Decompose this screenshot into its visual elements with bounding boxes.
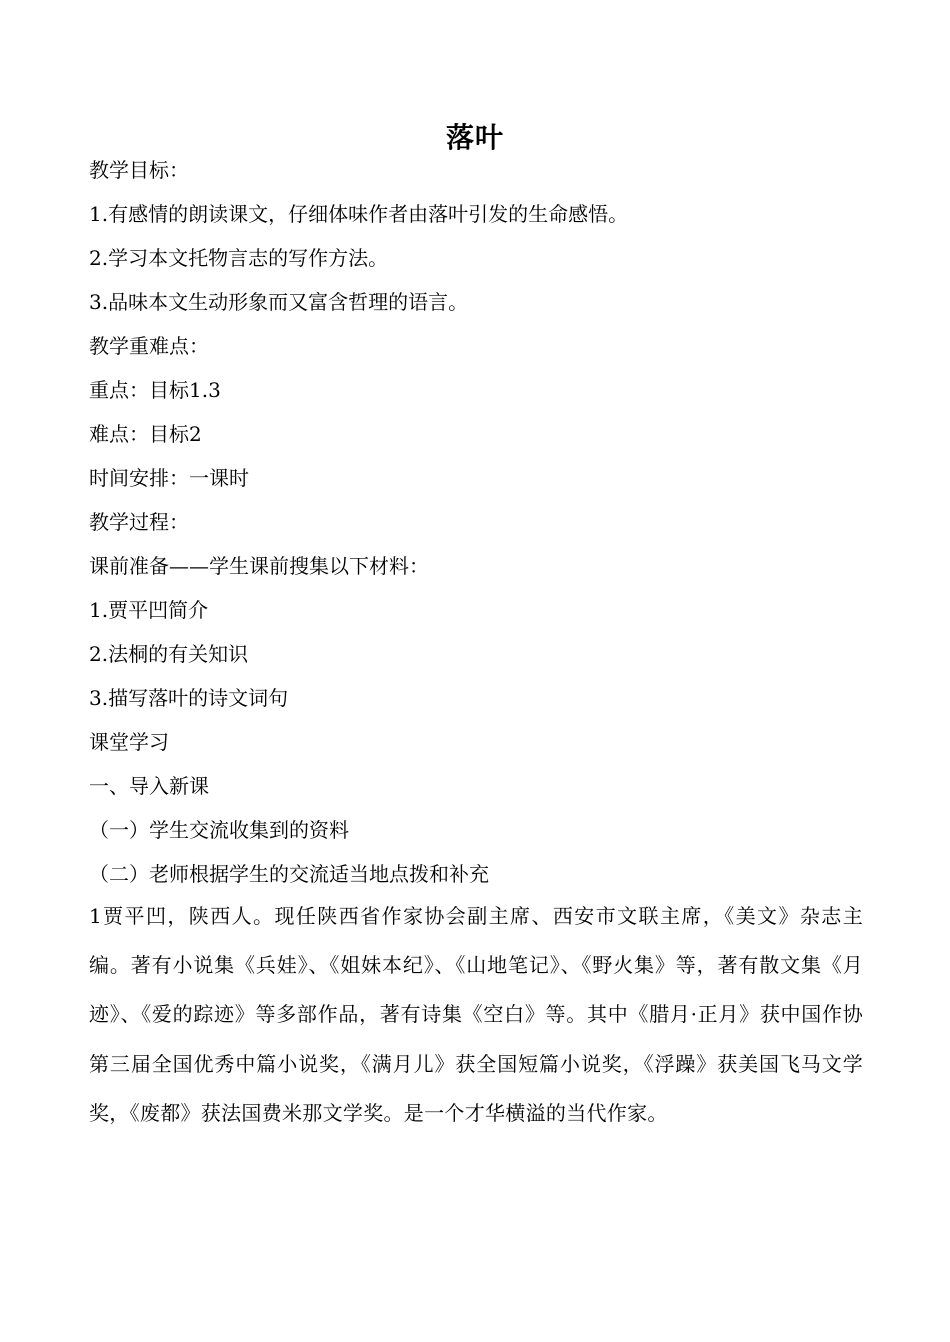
difficult-point-line: 难点：目标2: [89, 422, 202, 446]
objective-item-2: 2.学习本文托物言志的写作方法。: [89, 246, 389, 270]
time-arrangement-line: 时间安排：一课时: [89, 466, 249, 490]
lesson-plan-lines: [89, 148, 869, 896]
objective-item-1: 1.有感情的朗读课文，仔细体味作者由落叶引发的生命感悟。: [89, 202, 629, 226]
preparation-item-3: 3.描写落叶的诗文词句: [89, 686, 289, 710]
sub-step-2: （二）老师根据学生的交流适当地点拨和补充: [89, 862, 489, 886]
step-heading-introduction: 一、导入新课: [89, 774, 209, 798]
sub-step-1: （一）学生交流收集到的资料: [89, 818, 349, 842]
document-title: 落叶: [445, 121, 504, 154]
section-heading-key-points: 教学重难点：: [89, 334, 209, 358]
author-intro-paragraph: 1贾平凹，陕西人。现任陕西省作家协会副主席、西安市文联主席，《美文》杂志主编。著有小说集《兵娃》、《姐妹本纪》、《山地笔记》、《野火集》等，著有散文集《月迹》、《爱的踪迹》等多部作品，著有诗集《空白》等。其中《腊月·正月》获中国作协第三届全国优秀中篇小说奖，《满月儿》获全国短篇小说奖，《浮躁》获美国飞马文学奖，《废都》获法国费米那文学奖。是一个才华横溢的当代作家。: [89, 904, 863, 1125]
section-heading-class-study: 课堂学习: [89, 730, 169, 754]
section-heading-process: 教学过程：: [89, 510, 189, 534]
preparation-item-1: 1.贾平凹简介: [89, 598, 209, 622]
key-point-line: 重点：目标1.3: [89, 378, 221, 402]
section-heading-objectives: 教学目标：: [89, 158, 189, 182]
preparation-item-2: 2.法桐的有关知识: [89, 642, 249, 666]
objective-item-3: 3.品味本文生动形象而又富含哲理的语言。: [89, 290, 469, 314]
preparation-line: 课前准备——学生课前搜集以下材料：: [89, 554, 429, 578]
